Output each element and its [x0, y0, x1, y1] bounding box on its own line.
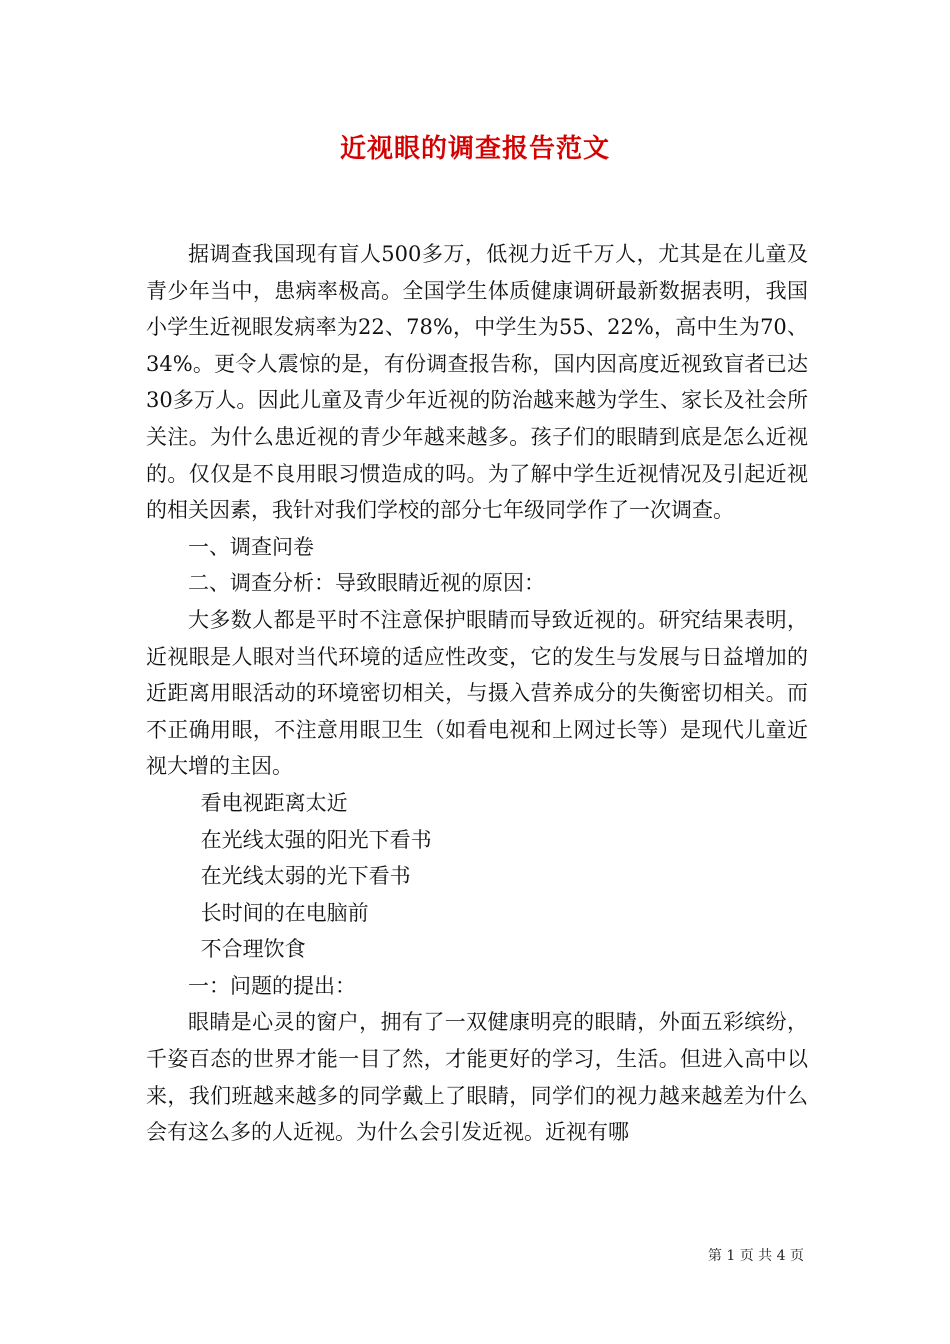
cause-item: 长时间的在电脑前 — [200, 900, 369, 925]
document-title: 近视眼的调查报告范文 — [339, 134, 610, 164]
cause-item: 在光线太弱的光下看书 — [200, 864, 411, 889]
cause-item: 在光线太强的阳光下看书 — [200, 827, 432, 852]
cause-item: 看电视距离太近 — [200, 790, 348, 815]
cause-item: 不合理饮食 — [200, 937, 306, 962]
closing-paragraph: 眼睛是心灵的窗户，拥有了一双健康明亮的眼睛，外面五彩缤纷，千姿百态的世界才能一目了然，才能更好的学习，生活。但进入高中以来，我们班越来越多的同学戴上了眼睛，同学们的视力越来越差为什么会有这么多的人近视。为什么会引发近视。近视有哪 — [146, 1010, 808, 1145]
survey-questionnaire-heading: 一、调查问卷 — [188, 534, 314, 559]
page-footer: 第 1 页 共 4 页 — [707, 1248, 804, 1264]
document-body — [146, 236, 808, 1151]
analysis-paragraph: 大多数人都是平时不注意保护眼睛而导致近视的。研究结果表明，近视眼是人眼对当代环境的适应性改变，它的发生与发展与日益增加的近距离用眼活动的环境密切相关，与摄入营养成分的失衡密切相关。而不正确用眼，不注意用眼卫生（如看电视和上网过长等）是现代儿童近视大增的主因。 — [146, 607, 808, 779]
survey-analysis-heading: 二、调查分析：导致眼睛近视的原因： — [188, 571, 545, 596]
problem-heading: 一：问题的提出： — [188, 973, 356, 998]
intro-paragraph: 据调查我国现有盲人500多万，低视力近千万人，尤其是在儿童及青少年当中，患病率极高。全国学生体质健康调研最新数据表明，我国小学生近视眼发病率为22、78%，中学生为55、22%，高中生为70、34%。更令人震惊的是，有份调查报告称，国内因高度近视致盲者已达30多万人。因此儿童及青少年近视的防治越来越为学生、家长及社会所关注。为什么患近视的青少年越来越多。孩子们的眼睛到底是怎么近视的。仅仅是不良用眼习惯造成的吗。为了解中学生近视情况及引起近视的相关因素，我针对我们学校的部分七年级同学作了一次调查。 — [146, 242, 808, 523]
